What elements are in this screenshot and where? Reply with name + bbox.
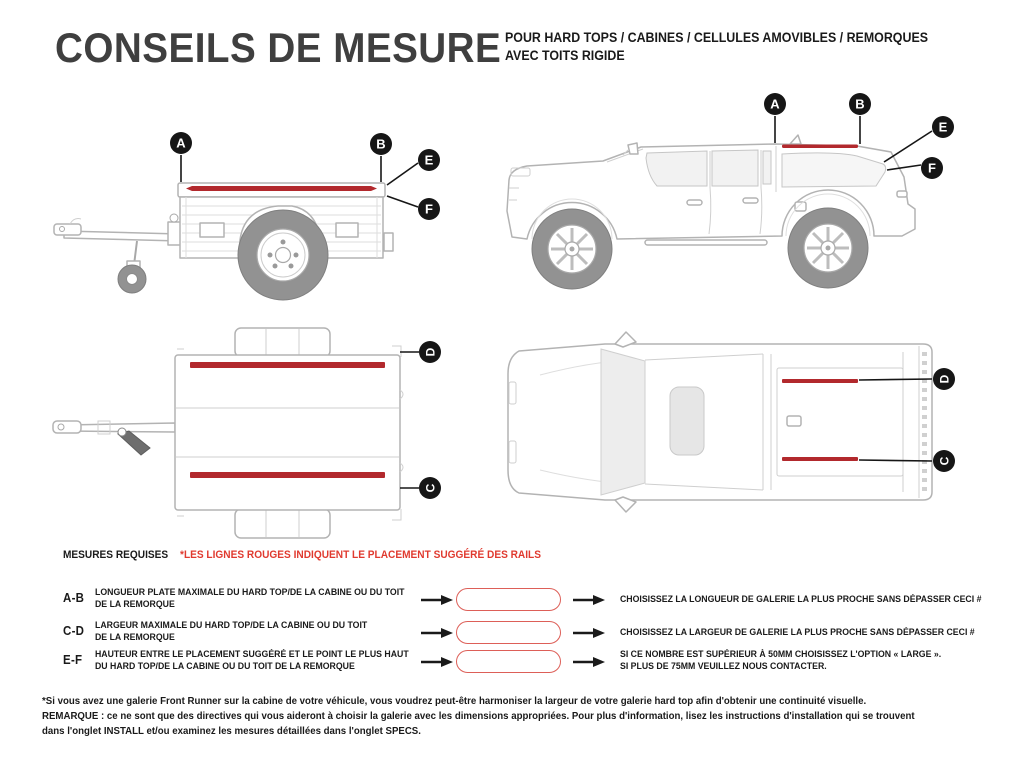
- svg-text:E: E: [424, 152, 434, 168]
- marker-a: [764, 93, 786, 115]
- measurement-entry-pill: [456, 650, 561, 673]
- measurement-description: HAUTEUR ENTRE LE PLACEMENT SUGGÉRÉ ET LE POINT LE PLUS HAUT DU HARD TOP/DE LA CABINE OU DU TOIT DE LA REMORQUE: [95, 649, 409, 672]
- marker-f: [921, 157, 943, 179]
- footer-line-3: dans l'onglet INSTALL et/ou examinez les mesures détaillées dans l'onglet SPECS.: [42, 725, 421, 737]
- svg-text:A: A: [770, 96, 780, 112]
- svg-text:B: B: [376, 136, 386, 152]
- marker-b: [849, 93, 871, 115]
- measurement-code: A-B: [63, 591, 85, 605]
- trailer-top-drawbar: [53, 421, 175, 455]
- svg-text:C: C: [937, 456, 952, 466]
- red-lines-note: *LES LIGNES ROUGES INDIQUENT LE PLACEMENT SUGGÉRÉ DES RAILS: [180, 549, 541, 561]
- svg-text:B: B: [855, 96, 865, 112]
- arrow-right-icon: [573, 656, 605, 668]
- measurement-description: LONGUEUR PLATE MAXIMALE DU HARD TOP/DE LA CABINE OU DU TOIT DE LA REMORQUE: [95, 587, 405, 610]
- trailer-top-callouts: [400, 341, 441, 499]
- svg-text:C: C: [423, 483, 438, 493]
- rail-indicator-canopy: [782, 145, 858, 149]
- trailer-top-box: [175, 328, 403, 538]
- footer-line-2: REMARQUE : ce ne sont que des directives qui vous aideront à choisir la galerie avec les dimensions appropriées. Pour plus d'information, lisez les instructions d'installation qui se trouvent: [42, 710, 915, 722]
- measurement-row-ab: [0, 586, 1024, 620]
- truck-rear-wheel: [788, 208, 868, 288]
- subtitle-line-2: AVEC TOITS RIGIDE: [505, 48, 625, 63]
- trailer-wheel: [238, 210, 328, 300]
- marker-d: [933, 368, 955, 390]
- truck-side-view-diagram: [495, 88, 975, 303]
- svg-text:D: D: [423, 347, 438, 357]
- footer-line-1: *Si vous avez une galerie Front Runner sur la cabine de votre véhicule, vous voudrez peut-être harmoniser la largeur de votre galerie hard top afin d'obtenir une continuité visuelle.: [42, 695, 867, 707]
- svg-text:F: F: [928, 160, 936, 176]
- marker-d: [419, 341, 441, 363]
- sunroof: [670, 387, 704, 455]
- rail-indicator-top-c: [190, 472, 385, 478]
- measurement-instruction: CHOISISSEZ LA LARGEUR DE GALERIE LA PLUS PROCHE SANS DÉPASSER CECI #: [620, 627, 975, 638]
- measurements-section-title: MESURES REQUISES: [63, 549, 169, 561]
- trailer-drawbar: [54, 214, 181, 293]
- rail-indicator-bed-d: [782, 379, 858, 383]
- arrow-right-icon: [421, 594, 453, 606]
- arrow-right-icon: [421, 627, 453, 639]
- marker-f: [418, 198, 440, 220]
- marker-a: [170, 132, 192, 154]
- measurement-code: C-D: [63, 624, 85, 638]
- svg-text:E: E: [938, 119, 948, 135]
- marker-c: [419, 477, 441, 499]
- rail-indicator-side: [186, 186, 377, 191]
- marker-e: [418, 149, 440, 171]
- truck-front-wheel: [532, 209, 612, 289]
- arrow-right-icon: [421, 656, 453, 668]
- svg-text:A: A: [176, 135, 186, 151]
- measurement-instruction: CHOISISSEZ LA LONGUEUR DE GALERIE LA PLUS PROCHE SANS DÉPASSER CECI #: [620, 594, 982, 605]
- measurement-instruction: SI CE NOMBRE EST SUPÉRIEUR À 50MM CHOISISSEZ L'OPTION « LARGE ». SI PLUS DE 75MM VEUILLEZ NOUS CONTACTER.: [620, 649, 942, 672]
- trailer-side-view-diagram: [40, 95, 460, 310]
- truck-top-view-diagram: [495, 330, 975, 515]
- measurement-entry-pill: [456, 588, 561, 611]
- page-title: CONSEILS DE MESURE: [55, 24, 502, 71]
- subtitle-line-1: POUR HARD TOPS / CABINES / CELLULES AMOVIBLES / REMORQUES: [505, 30, 929, 45]
- arrow-right-icon: [573, 594, 605, 606]
- measurement-entry-pill: [456, 621, 561, 644]
- measurement-code: E-F: [63, 653, 83, 667]
- rail-indicator-top-d: [190, 362, 385, 368]
- page-subtitle: [505, 29, 928, 65]
- arrow-right-icon: [573, 627, 605, 639]
- rail-indicator-bed-c: [782, 457, 858, 461]
- marker-b: [370, 133, 392, 155]
- measurement-description: LARGEUR MAXIMALE DU HARD TOP/DE LA CABINE OU DU TOIT DE LA REMORQUE: [95, 620, 368, 643]
- svg-text:F: F: [425, 201, 433, 217]
- measurement-row-ef: [0, 648, 1024, 682]
- truck-top-body: [508, 332, 932, 512]
- svg-text:D: D: [937, 374, 952, 384]
- trailer-top-view-diagram: [40, 322, 460, 544]
- marker-c: [933, 450, 955, 472]
- marker-e: [932, 116, 954, 138]
- footer-note: [42, 694, 915, 739]
